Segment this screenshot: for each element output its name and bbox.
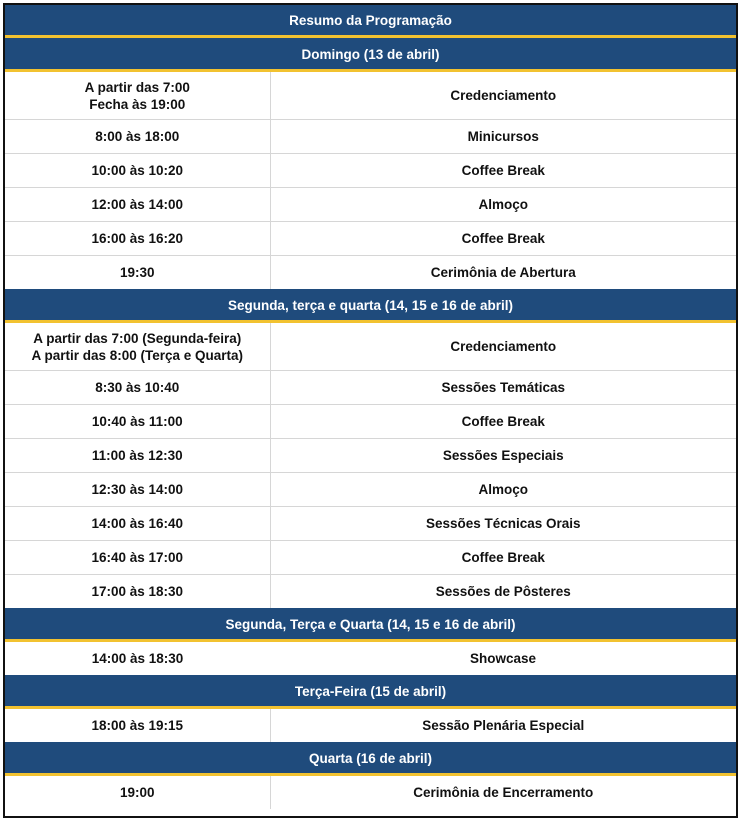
section-header-domingo [5, 37, 736, 71]
time-cell: 17:00 às 18:30 [5, 575, 270, 609]
schedule-row [5, 120, 736, 154]
schedule-row [5, 371, 736, 405]
schedule-row [5, 507, 736, 541]
time-cell: 14:00 às 16:40 [5, 507, 270, 541]
time-cell: 16:40 às 17:00 [5, 541, 270, 575]
activity-cell: Coffee Break [270, 154, 736, 188]
schedule-row [5, 71, 736, 120]
schedule-row [5, 708, 736, 743]
schedule-row [5, 541, 736, 575]
time-cell: 19:00 [5, 775, 270, 810]
activity-cell: Sessões de Pôsteres [435, 584, 571, 599]
time-cell [5, 71, 270, 120]
schedule-row [5, 256, 736, 290]
section-header-segunda-terca-quarta [5, 289, 736, 322]
schedule-table [5, 5, 736, 809]
schedule-row [5, 154, 736, 188]
time-cell: 8:30 às 10:40 [5, 371, 270, 405]
schedule-row [5, 775, 736, 810]
activity-cell: Credenciamento [270, 322, 736, 371]
table-title: Resumo da Programação [5, 5, 736, 37]
schedule-row [5, 405, 736, 439]
time-line: Fecha às 19:00 [89, 96, 186, 112]
time-cell: 12:00 às 14:00 [5, 188, 270, 222]
activity-cell: Coffee Break [270, 222, 736, 256]
schedule-row [5, 439, 736, 473]
section-header-quarta [5, 742, 736, 775]
time-cell: 16:00 às 16:20 [5, 222, 270, 256]
time-cell: 10:00 às 10:20 [5, 154, 270, 188]
section-header-showcase [5, 608, 736, 641]
time-line: A partir das 8:00 (Terça e Quarta) [31, 347, 244, 363]
time-line: A partir das 7:00 [84, 79, 190, 95]
section-header-terca [5, 675, 736, 708]
time-cell: 10:40 às 11:00 [5, 405, 270, 439]
activity-cell: Minicursos [270, 120, 736, 154]
time-cell: 11:00 às 12:30 [5, 439, 270, 473]
activity-cell: Sessões Técnicas Orais [270, 507, 736, 541]
activity-cell: Sessões Temáticas [270, 371, 736, 405]
schedule-row [5, 222, 736, 256]
time-line: A partir das 7:00 (Segunda-feira) [33, 330, 242, 346]
activity-cell: Coffee Break [270, 405, 736, 439]
schedule-table-frame [3, 3, 738, 818]
activity-cell: Showcase [469, 651, 537, 666]
schedule-row [5, 188, 736, 222]
activity-cell: Credenciamento [270, 71, 736, 120]
section-heading: Quarta (16 de abril) [5, 742, 736, 775]
time-cell: 8:00 às 18:00 [5, 120, 270, 154]
activity-cell: Sessões Especiais [270, 439, 736, 473]
activity-cell: Almoço [270, 188, 736, 222]
table-title-row [5, 5, 736, 37]
section-heading: Segunda, Terça e Quarta (14, 15 e 16 de abril) [5, 608, 736, 641]
activity-cell: Sessão Plenária Especial [422, 718, 585, 733]
schedule-row [5, 322, 736, 371]
schedule-row [5, 473, 736, 507]
time-cell [5, 322, 270, 371]
activity-cell: Cerimônia de Abertura [430, 265, 576, 280]
time-cell: 18:00 às 19:15 [5, 708, 270, 743]
section-heading: Domingo (13 de abril) [5, 37, 736, 71]
schedule-row [5, 641, 736, 676]
section-heading: Segunda, terça e quarta (14, 15 e 16 de abril) [5, 289, 736, 322]
section-heading: Terça-Feira (15 de abril) [5, 675, 736, 708]
activity-cell: Cerimônia de Encerramento [413, 785, 594, 800]
time-cell: 12:30 às 14:00 [5, 473, 270, 507]
time-cell: 19:30 [5, 256, 270, 290]
time-cell: 14:00 às 18:30 [91, 651, 184, 666]
activity-cell: Coffee Break [270, 541, 736, 575]
schedule-row [5, 575, 736, 609]
activity-cell: Almoço [270, 473, 736, 507]
